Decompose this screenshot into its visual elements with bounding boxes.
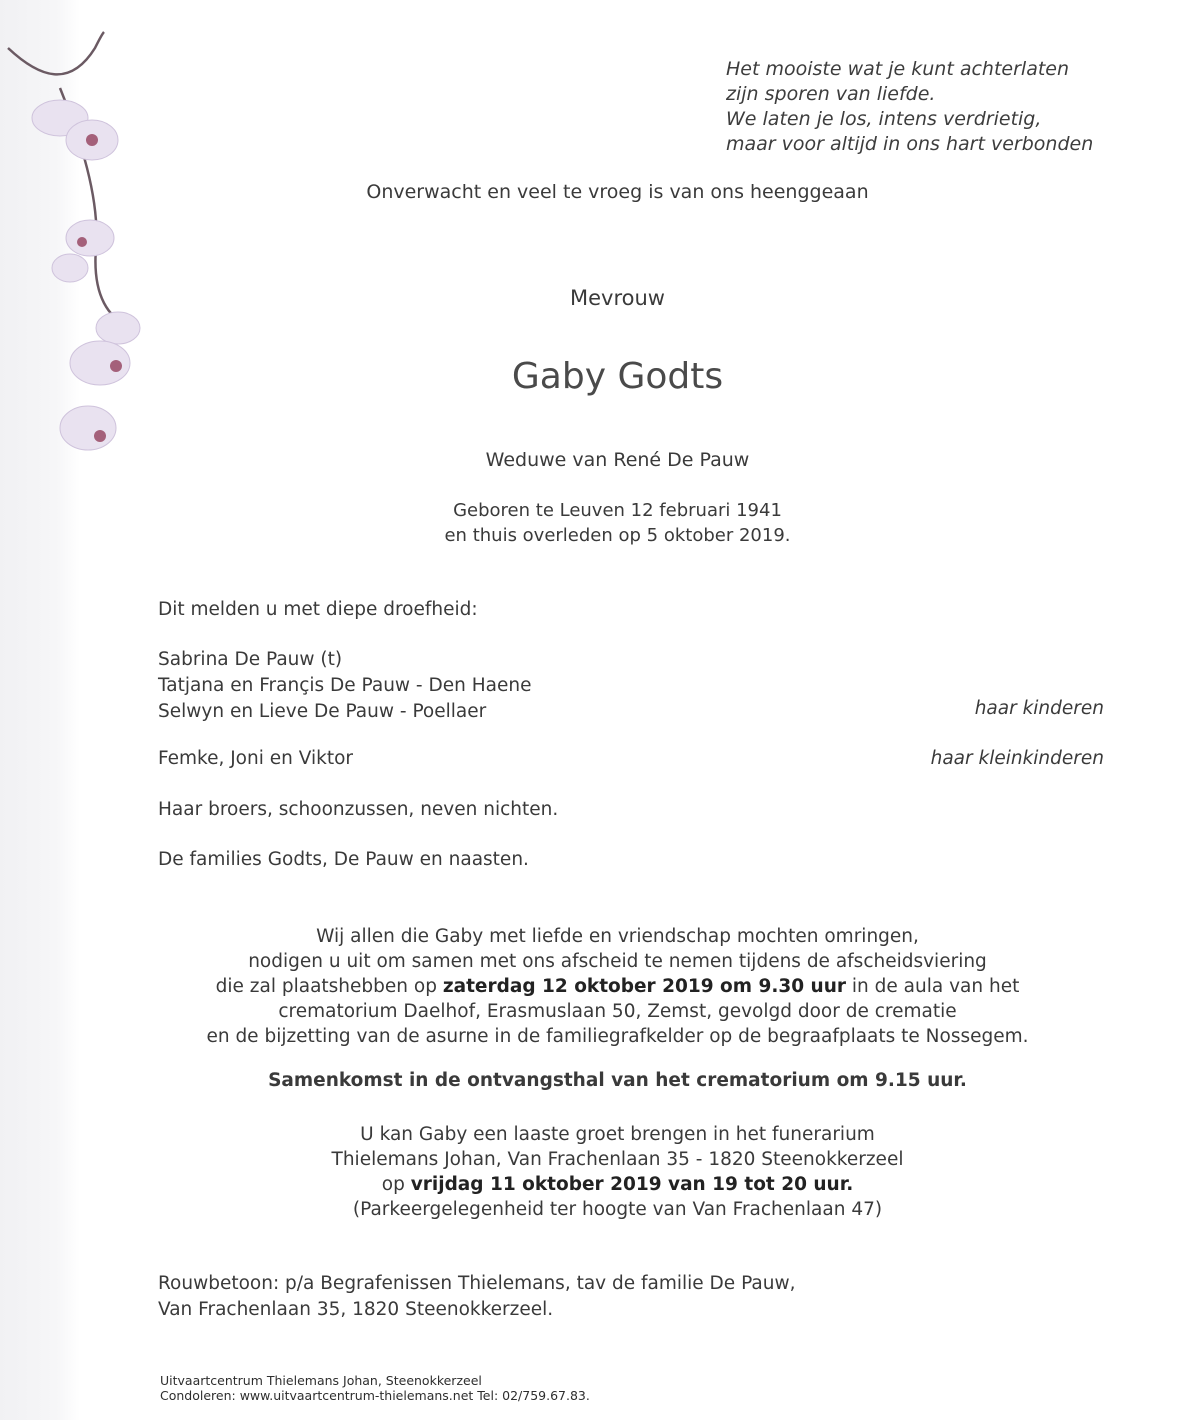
intro-text: Onverwacht en veel te vroeg is van ons heenggeaan (366, 181, 869, 203)
funeral-home-footer (160, 1373, 590, 1403)
ceremony-line: Wij allen die Gaby met liefde en vriendschap mochten omringen, (316, 926, 919, 947)
list-item: Sabrina De Pauw (t) (158, 649, 343, 670)
ceremony-line: crematorium Daelhof, Erasmuslaan 50, Zemst, gevolgd door de crematie (278, 1001, 957, 1022)
siblings: Haar broers, schoonzussen, neven nichten. (158, 799, 559, 820)
gathering-note: Samenkomst in de ontvangsthal van het crematorium om 9.15 uur. (268, 1070, 967, 1091)
birth-death-info (0, 498, 1177, 548)
birth-line: Geboren te Leuven 12 februari 1941 (453, 500, 782, 521)
visitation-date: vrijdag 11 oktober 2019 van 19 tot 20 uur. (410, 1174, 854, 1195)
deceased-name: Gaby Godts (511, 356, 724, 397)
visitation-line: U kan Gaby een laaste groet brengen in het funerarium (360, 1124, 875, 1145)
poem-line: maar voor altijd in ons hart verbonden (726, 133, 1094, 155)
children-list (158, 647, 531, 725)
poem-line: zijn sporen van liefde. (726, 83, 936, 105)
grandchildren: Femke, Joni en Viktor (158, 748, 354, 769)
ceremony-line: nodigen u uit om samen met ons afscheid te nemen tijdens de afscheidsviering (248, 951, 987, 972)
address-line: Van Frachenlaan 35, 1820 Steenokkerzeel. (158, 1299, 554, 1320)
visitation-line (0, 1172, 1177, 1197)
orchid-illustration (0, 28, 150, 488)
list-item: Selwyn en Lieve De Pauw - Poellaer (158, 701, 487, 722)
ceremony-text: in de aula van het (846, 976, 1020, 997)
children-label: haar kinderen (974, 698, 1104, 719)
ceremony-line (0, 974, 1177, 999)
condolence-address (158, 1271, 795, 1323)
visitation-line: (Parkeergelegenheid ter hoogte van Van Frachenlaan 47) (352, 1199, 883, 1220)
poem-line: Het mooiste wat je kunt achterlaten (726, 58, 1070, 80)
salutation: Mevrouw (570, 286, 665, 310)
footer-line: Uitvaartcentrum Thielemans Johan, Steenokkerzeel (160, 1373, 482, 1388)
poem-line: We laten je los, intens verdrietig, (726, 108, 1042, 130)
ceremony-line: en de bijzetting van de asurne in de familiegrafkelder op de begraafplaats te Nossegem. (206, 1026, 1029, 1047)
announcement: Dit melden u met diepe droefheid: (158, 599, 478, 620)
visitation-details (0, 1122, 1177, 1222)
memorial-poem (726, 57, 1093, 157)
widow-of: Weduwe van René De Pauw (485, 449, 750, 471)
visitation-line: Thielemans Johan, Van Frachenlaan 35 - 1820 Steenokkerzeel (331, 1149, 904, 1170)
ceremony-details (0, 924, 1177, 1049)
families: De families Godts, De Pauw en naasten. (158, 849, 529, 870)
ceremony-text: die zal plaatshebben op (215, 976, 443, 997)
list-item: Tatjana en Françis De Pauw - Den Haene (158, 675, 532, 696)
grandchildren-label: haar kleinkinderen (930, 748, 1104, 769)
death-line: en thuis overleden op 5 oktober 2019. (444, 525, 791, 546)
address-line: Rouwbetoon: p/a Begrafenissen Thielemans, tav de familie De Pauw, (158, 1273, 796, 1294)
ceremony-date: zaterdag 12 oktober 2019 om 9.30 uur (442, 976, 847, 997)
footer-line: Condoleren: www.uitvaartcentrum-thielemans.net Tel: 02/759.67.83. (160, 1388, 590, 1403)
visitation-text: op (381, 1174, 411, 1195)
